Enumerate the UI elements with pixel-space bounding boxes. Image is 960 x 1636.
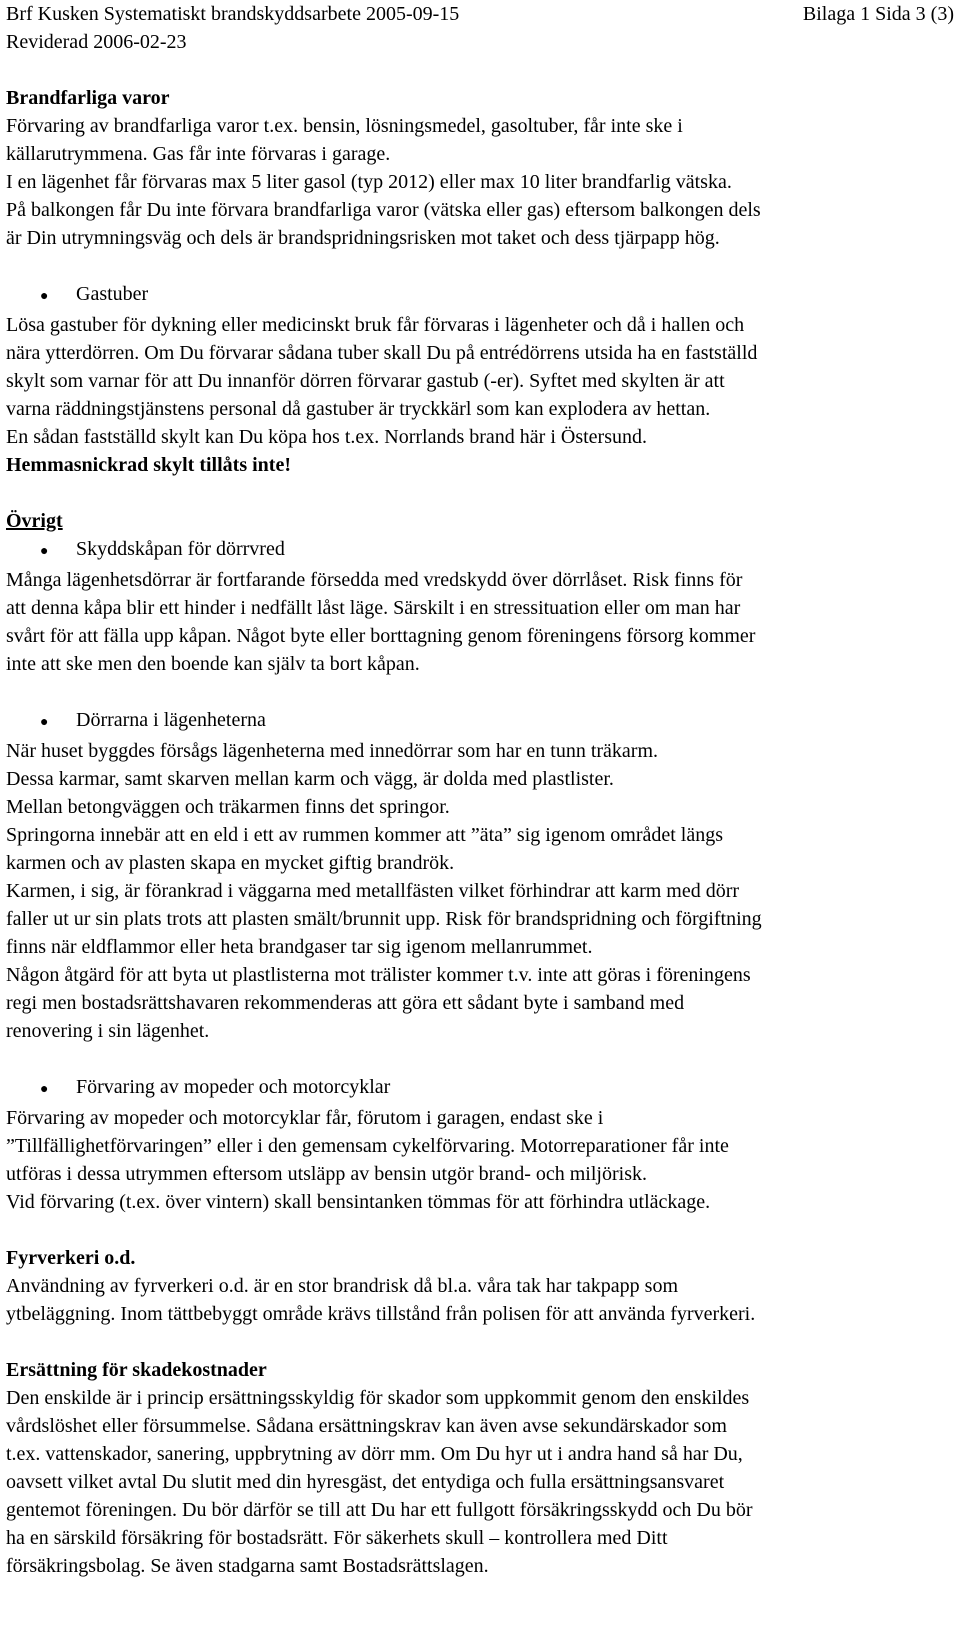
bullet-label: Gastuber [76, 283, 149, 305]
bullet-dorrar [6, 706, 956, 737]
paragraph-line: ytbeläggning. Inom tättbebyggt område krävs tillstånd från polisen för att använda fyrverkeri. [6, 1303, 756, 1325]
bullet-icon: ● [40, 715, 49, 730]
paragraph-line: t.ex. vattenskador, sanering, uppbrytning av dörr mm. Om Du hyr ut i andra hand så har Du, [6, 1443, 743, 1465]
paragraph-line: Vid förvaring (t.ex. över vintern) skall bensintanken tömmas för att förhindra utläckage. [6, 1191, 711, 1213]
paragraph-line: Förvaring av mopeder och motorcyklar får, förutom i garagen, endast ske i [6, 1107, 604, 1129]
paragraph-line: oavsett vilket avtal Du slutit med din hyresgäst, det entydiga och fulla ersättningsansvaret [6, 1471, 725, 1493]
paragraph-line: försäkringsbolag. Se även stadgarna samt Bostadsrättslagen. [6, 1555, 489, 1577]
bullet-label: Dörrarna i lägenheterna [76, 709, 266, 731]
paragraph-line: ha en särskild försäkring för bostadsrätt. För säkerhets skull – kontrollera med Ditt [6, 1527, 668, 1549]
bullet-moped [6, 1073, 956, 1104]
header-revised: Reviderad 2006-02-23 [6, 31, 187, 53]
bullet-icon: ● [40, 544, 49, 559]
bullet-label: Förvaring av mopeder och motorcyklar [76, 1076, 391, 1098]
paragraph-line: Någon åtgärd för att byta ut plastlisterna mot trälister kommer t.v. inte att göras i föreningens [6, 964, 751, 986]
paragraph-line: I en lägenhet får förvaras max 5 liter gasol (typ 2012) eller max 10 liter brandfarlig vätska. [6, 171, 732, 193]
bullet-icon: ● [40, 1082, 49, 1097]
header-page-number: Bilaga 1 Sida 3 (3) [802, 3, 954, 25]
paragraph-line: nära ytterdörren. Om Du förvarar sådana tuber skall Du på entrédörrens utsida ha en fastställd [6, 342, 758, 364]
paragraph-line: varna räddningstjänstens personal då gastuber är tryckkärl som kan explodera av hettan. [6, 398, 711, 420]
paragraph-line: att denna kåpa blir ett hinder i nedfällt låst läge. Särskilt i en stressituation eller om man har [6, 597, 741, 619]
heading-ersattning: Ersättning för skadekostnader [6, 1359, 267, 1381]
paragraph-line: inte att ske men den boende kan själv ta bort kåpan. [6, 653, 420, 675]
paragraph-line: Karmen, i sig, är förankrad i väggarna med metallfästen vilket förhindrar att karm med dörr [6, 880, 740, 902]
paragraph-line: En sådan fastställd skylt kan Du köpa hos t.ex. Norrlands brand här i Östersund. [6, 426, 647, 448]
paragraph-line: På balkongen får Du inte förvara brandfarliga varor (vätska eller gas) eftersom balkongen dels [6, 199, 761, 221]
heading-brandfarliga-varor: Brandfarliga varor [6, 87, 170, 109]
paragraph-line: utföras i dessa utrymmen eftersom utsläpp av bensin utgör brand- och miljörisk. [6, 1163, 647, 1185]
paragraph-line: Den enskilde är i princip ersättningsskyldig för skador som uppkommit genom den enskildes [6, 1387, 750, 1409]
paragraph-line: gentemot föreningen. Du bör därför se till att Du har ett fullgott försäkringsskydd och Du bör [6, 1499, 753, 1521]
paragraph-line: ”Tillfällighetförvaringen” eller i den gemensam cykelförvaring. Motorreparationer får inte [6, 1135, 729, 1157]
paragraph-line: karmen och av plasten skapa en mycket giftig brandrök. [6, 852, 455, 874]
paragraph-line: finns när eldflammor eller heta brandgaser tar sig igenom mellanrummet. [6, 936, 593, 958]
paragraph-line: är Din utrymningsväg och dels är brandspridningsrisken mot taket och dess tjärpapp hög. [6, 227, 720, 249]
paragraph-line: Springorna innebär att en eld i ett av rummen kommer att ”äta” sig igenom området längs [6, 824, 724, 846]
bullet-skyddskapan [6, 535, 956, 566]
paragraph-line: Dessa karmar, samt skarven mellan karm och vägg, är dolda med plastlister. [6, 768, 614, 790]
paragraph-line: renovering i sin lägenhet. [6, 1020, 210, 1042]
paragraph-line: När huset byggdes försågs lägenheterna med innedörrar som har en tunn träkarm. [6, 740, 659, 762]
bullet-label: Skyddskåpan för dörrvred [76, 538, 285, 560]
paragraph-line: Förvaring av brandfarliga varor t.ex. bensin, lösningsmedel, gasoltuber, får inte ske i [6, 115, 683, 137]
heading-ovrigt: Övrigt [6, 510, 63, 532]
paragraph-line: skylt som varnar för att Du innanför dörren förvarar gastub (-er). Syftet med skylten är att [6, 370, 725, 392]
bullet-gastuber [6, 280, 956, 311]
paragraph-line: Många lägenhetsdörrar är fortfarande försedda med vredskydd över dörrlåset. Risk finns för [6, 569, 743, 591]
header-title: Brf Kusken Systematiskt brandskyddsarbete 2005-09-15 [6, 3, 460, 25]
paragraph-line: Användning av fyrverkeri o.d. är en stor brandrisk då bl.a. våra tak har takpapp som [6, 1275, 679, 1297]
paragraph-line: vårdslöshet eller försummelse. Sådana ersättningskrav kan även avse sekundärskador som [6, 1415, 727, 1437]
document-body [6, 84, 956, 1580]
paragraph-line: Lösa gastuber för dykning eller medicinskt bruk får förvaras i lägenheter och då i hallen och [6, 314, 745, 336]
warning-line: Hemmasnickrad skylt tillåts inte! [6, 454, 291, 476]
paragraph-line: faller ut ur sin plats trots att plasten smält/brunnit upp. Risk för brandspridning och förgiftning [6, 908, 762, 930]
bullet-icon: ● [40, 289, 49, 304]
paragraph-line: svårt för att fälla upp kåpan. Något byte eller borttagning genom föreningens försorg kommer [6, 625, 756, 647]
paragraph-line: regi men bostadsrättshavaren rekommenderas att göra ett sådant byte i samband med [6, 992, 685, 1014]
paragraph-line: källarutrymmena. Gas får inte förvaras i garage. [6, 143, 391, 165]
paragraph-line: Mellan betongväggen och träkarmen finns det springor. [6, 796, 450, 818]
heading-fyrverkeri: Fyrverkeri o.d. [6, 1247, 136, 1269]
